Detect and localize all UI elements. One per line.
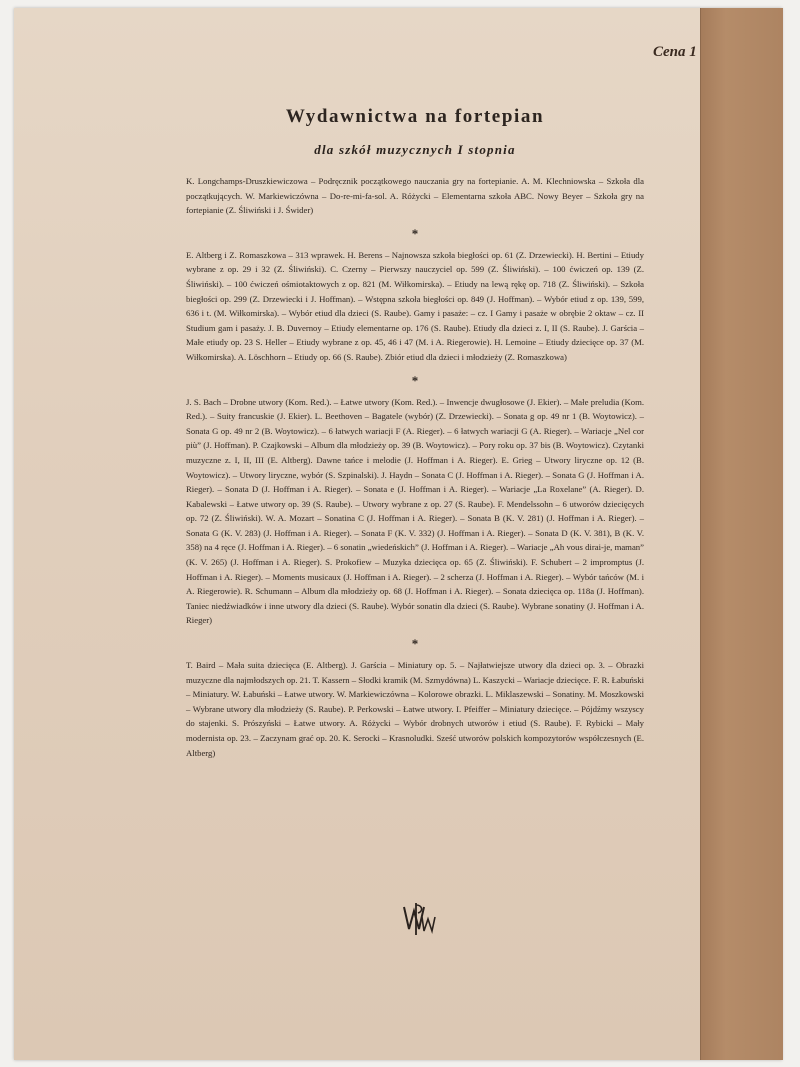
section-etudes: E. Altberg i Z. Romaszkowa – 313 wprawek. H. Berens – Najnowsza szkoła biegłości op. 61 (Z. Drzewiecki). H. Bertini – Etiudy wybrane z op. 29 i 32 (Z. Śliwiński). C. Czerny – Pierwszy nauczyciel op. 599 (Z. Śliwiński). – 100 ćwiczeń op. 139 (Z. Śliwiński). – 100 ćwiczeń ośmiotaktowych z op. 821 (M. Wiłkomirska). – Etiudy na lewą rękę op. 718 (Z. Śliwiński). – Szkoła biegłości op. 299 (Z. Drzewiecki i J. Hoffman). – Wstępna szkoła biegłości op. 849 (J. Hoffman). – Wybór etiud z op. 139, 599, 636 i t. (M. Wiłkomirska). – Wybór etiud dla dzieci (S. Raube). Gamy i pasaże: – cz. I Gamy i pasaże w obrębie 2 oktaw – cz. II Studium gam i pasaży. J. B. Duvernoy – Etiudy elementarne op. 176 (S. Raube). Etiudy dla dzieci z. I, II (S. Raube). J. Garścia – Małe etiudy op. 23 S. Heller – Etiudy wybrane z op. 45, 46 i 47 (M. i A. Riegerowie). H. Lemoine – Etiudy dziecięce op. 37 (M. Wiłkomirska). A. Löschhorn – Etiudy op. 66 (S. Raube). Zbiór etiud dla dzieci i młodzieży (Z. Romaszkowa) bbox=[186, 249, 644, 362]
section-polish-composers: T. Baird – Mała suita dziecięca (E. Altberg). J. Garścia – Miniatury op. 5. – Najłatwiejsze utwory dla dzieci op. 3. – Obrazki muzyczne dla najmłodszych op. 21. T. Kassern – Słodki kramik (M. Szmydówna) L. Kaszycki – Wariacje dziecięce. F. R. Łabuński – Miniatury. W. Łabuński – Łatwe utwory. W. Markiewiczówna – Kolorowe obrazki. L. Miklaszewski – Sonatiny. M. Moszkowski – Wybrane utwory dla młodzieży (S. Raube). P. Perkowski – Łatwe utwory. I. Pfeiffer – Miniatury dziecięce. – Pójdźmy wszyscy do stajenki. S. Prószyński – Łatwe utwory. A. Różycki – Wybór drobnych utworów i etiud (S. Raube). F. Rybicki – Mały modernista op. 23. – Zaczynam grać op. 20. K. Serocki – Krasnoludki. Sześć utworów polskich kompozytorów współczesnych (E. Altberg) bbox=[186, 660, 644, 758]
separator-star: * bbox=[411, 372, 419, 388]
price-label: Cena 1 bbox=[653, 44, 697, 60]
page-title: Wydawnictwa na fortepian bbox=[285, 106, 545, 127]
cover-edge bbox=[653, 8, 783, 1060]
section-classics: J. S. Bach – Drobne utwory (Kom. Red.). – Łatwe utwory (Kom. Red.). – Inwencje dwugłosowe (J. Ekier). – Małe preludia (Kom. Red.). – Suity francuskie (J. Ekier). L. Beethoven – Bagatele (wybór) (Z. Drzewiecki). – Sonata g op. 49 nr 1 (B. Woytowicz). – Sonata G op. 49 nr 2 (B. Woytowicz). – 6 łatwych wariacji F (A. Rieger). – 6 łatwych wariacji G (A. Rieger). – Wariacje „Nel cor più” (J. Hoffman). P. Czajkowski – Album dla młodzieży op. 39 (B. Woytowicz). – Pory roku op. 37 bis (B. Woytowicz). Czytanki muzyczne z. I, II, III (E. Altberg). Dawne tańce i melodie (J. Hoffman i A. Rieger). E. Grieg – Utwory liryczne op. 12 (B. Woytowicz). – Utwory liryczne, wybór (S. Szpinalski). J. Haydn – Sonata C (J. Hoffman i A. Rieger). – Sonata G (J. Hoffman i A. Rieger). – Sonata D (J. Hoffman i A. Rieger). – Sonata e (J. Hoffman i A. Rieger). – Wariacje „La Roxelane” (A. Rieger). D. Kabalewski – Łatwe utwory op. 39 (S. Raube). – Utwory wybrane z op. 27 (S. Raube). F. Mendelssohn – 6 utworów dziecięcych op. 72 (Z. Śliwiński). W. A. Mozart – Sonatina C (J. Hoffman i A. Rieger). – Sonata B (K. V. 281) (J. Hoffman i A. Rieger). – Sonata G (K. V. 283) (J. Hoffman i A. Rieger). – Sonata F (K. V. 332) (J. Hoffman i A. Rieger). – Sonata D (K. V. 381), B (K. V. 358) na 4 ręce (J. Hoffman i A. Rieger). – 6 sonatin „wiedeńskich” (J. Hoffman i A. Rieger). – Wariacje „Ah vous dirai-je, maman” (K. V. 265) (J. Hoffman i A. Rieger). S. Prokofiew – Muzyka dziecięca op. 65 (Z. Śliwiński). F. Schubert – 2 impromptus (J. Hoffman i A. Rieger). – Moments musicaux (J. Hoffman i A. Rieger). – 2 scherza (J. Hoffman i A. Rieger). – Wybór tańców (M. i A. Riegerowie). R. Schumann – Album dla młodzieży op. 68 (J. Hoffman i A. Rieger). – Sonata dziecięca op. 118a (J. Hoffman). Taniec niedźwiadków i inne utwory dla dzieci (S. Raube). Wybór sonatin dla dzieci (S. Raube). Wybrane sonatiny (J. Hoffman i A. Rieger) bbox=[186, 396, 644, 626]
pwm-logo-icon bbox=[398, 897, 442, 941]
page-subtitle: dla szkół muzycznych I stopnia bbox=[314, 142, 516, 157]
separator-star: * bbox=[411, 636, 419, 652]
separator-star: * bbox=[411, 225, 419, 241]
catalog-content bbox=[186, 96, 644, 760]
section-beginner-schools: K. Longchamps-Druszkiewiczowa – Podręcznik początkowego nauczania gry na fortepianie. A. M. Klechniowska – Szkoła dla początkujących. W. Markiewiczówna – Do-re-mi-fa-sol. A. Różycki – Elementarna szkoła ABC. Nowy Beyer – Szkoła gry na fortepianie (Z. Śliwiński i J. Świder) bbox=[186, 176, 644, 216]
